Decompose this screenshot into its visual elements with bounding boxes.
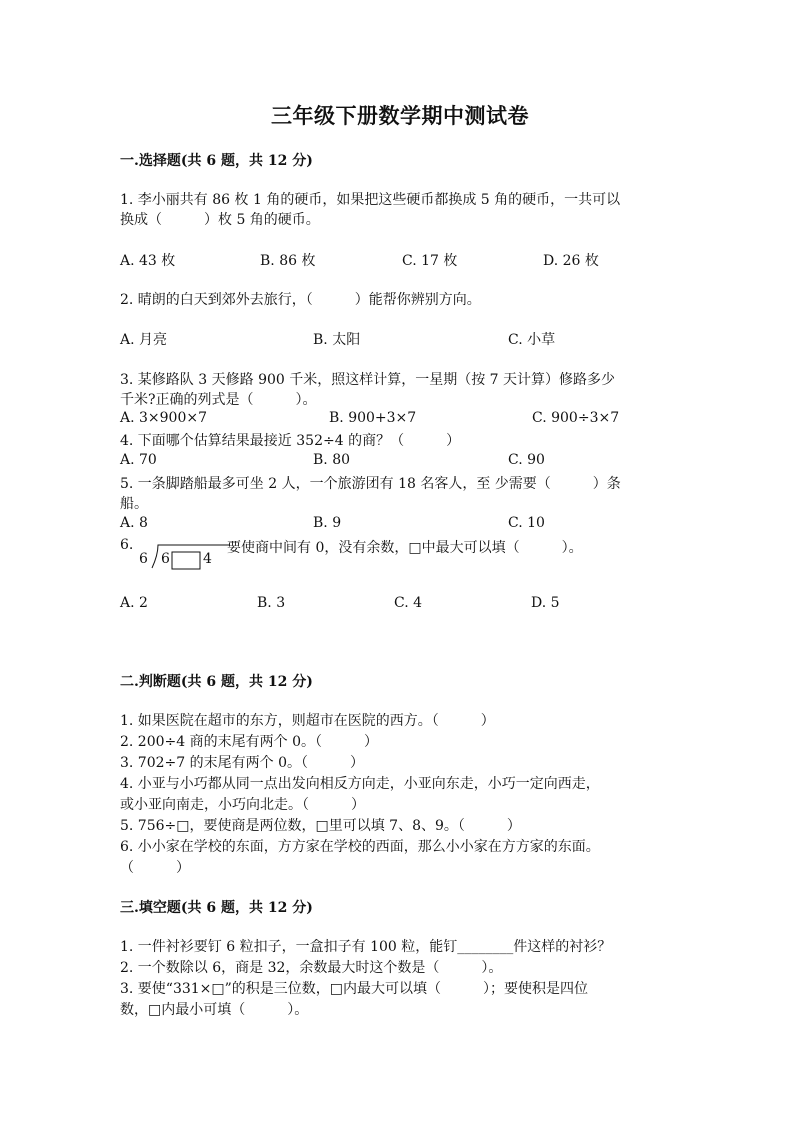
fill-line-4: 数，□内最小可填（ ）。 <box>120 1002 309 1018</box>
question-3-line-2: 千米?正确的列式是（ ）。 <box>120 392 317 408</box>
question-2-option-b: B. 太阳 <box>313 332 361 348</box>
judgment-line-5: 或小亚向南走，小巧向北走。（ ） <box>120 797 365 813</box>
long-division-bracket <box>138 543 230 573</box>
question-5-option-b: B. 9 <box>313 515 342 531</box>
question-6-option-d: D. 5 <box>531 595 560 611</box>
dividend-first-digit: 6 <box>161 551 170 567</box>
question-3-line-1: 3. 某修路队 3 天修路 900 千米，照这样计算，一星期（按 7 天计算）修路多少 <box>120 372 616 388</box>
section-heading-fill: 三.填空题(共 6 题，共 12 分) <box>120 900 313 916</box>
dividend-last-digit: 4 <box>203 551 212 567</box>
section-heading-judgment: 二.判断题(共 6 题，共 12 分) <box>120 674 313 690</box>
judgment-line-4: 4. 小亚与小巧都从同一点出发向相反方向走，小亚向东走，小巧一定向西走， <box>120 776 600 792</box>
question-1-option-b: B. 86 枚 <box>260 253 316 269</box>
question-6-option-a: A. 2 <box>120 595 148 611</box>
question-2-option-c: C. 小草 <box>508 332 556 348</box>
question-2-option-a: A. 月亮 <box>120 332 168 348</box>
question-4-option-b: B. 80 <box>313 452 351 468</box>
fill-line-2: 2. 一个数除以 6，商是 32，余数最大时这个数是（ ）。 <box>120 960 503 976</box>
judgment-line-6: 5. 756÷□，要使商是两位数，□里可以填 7、8、9。（ ） <box>120 818 521 834</box>
question-4-line-1: 4. 下面哪个估算结果最接近 352÷4 的商？（ ） <box>120 433 461 449</box>
blank-digit-box <box>172 552 200 569</box>
question-1-option-a: A. 43 枚 <box>120 253 176 269</box>
page-title: 三年级下册数学期中测试卷 <box>271 103 529 128</box>
question-5-line-1: 5. 一条脚踏船最多可坐 2 人，一个旅游团有 18 名客人，至 少需要（ ）条 <box>120 476 621 492</box>
question-2-line-1: 2. 晴朗的白天到郊外去旅行，（ ）能帮你辨别方向。 <box>120 292 481 308</box>
question-5-line-2: 船。 <box>120 496 148 512</box>
section-heading-choice: 一.选择题(共 6 题，共 12 分) <box>120 153 313 169</box>
judgment-line-3: 3. 702÷7 的末尾有两个 0。（ ） <box>120 755 364 771</box>
question-5-option-a: A. 8 <box>120 515 148 531</box>
question-6-option-b: B. 3 <box>257 595 286 611</box>
question-5-option-c: C. 10 <box>508 515 545 531</box>
question-1-option-d: D. 26 枚 <box>543 253 599 269</box>
question-6-number: 6. <box>120 537 134 553</box>
question-6-text: 要使商中间有 0，没有余数，□中最大可以填（ ）。 <box>227 540 583 556</box>
question-3-option-a: A. 3×900×7 <box>120 410 208 426</box>
fill-line-3: 3. 要使“331×□”的积是三位数，□内最大可以填（ ）；要使积是四位 <box>120 981 589 997</box>
question-3-option-c: C. 900÷3×7 <box>532 410 620 426</box>
question-4-option-c: C. 90 <box>508 452 545 468</box>
fill-line-1: 1. 一件衬衫要钉 6 粒扣子，一盒扣子有 100 粒，能钉________件这样的衬衫？ <box>120 939 612 955</box>
judgment-line-8: （ ） <box>120 860 190 876</box>
divisor: 6 <box>139 551 148 567</box>
long-division-figure <box>138 543 230 573</box>
question-1-line-2: 换成（ ）枚 5 角的硬币。 <box>120 212 320 228</box>
judgment-line-7: 6. 小小家在学校的东面，方方家在学校的西面，那么小小家在方方家的东面。 <box>120 839 600 855</box>
judgment-line-1: 1. 如果医院在超市的东方，则超市在医院的西方。（ ） <box>120 713 495 729</box>
question-6-option-c: C. 4 <box>394 595 423 611</box>
question-4-option-a: A. 70 <box>120 452 157 468</box>
judgment-line-2: 2. 200÷4 商的末尾有两个 0。（ ） <box>120 734 378 750</box>
question-3-option-b: B. 900+3×7 <box>329 410 417 426</box>
question-1-line-1: 1. 李小丽共有 86 枚 1 角的硬币，如果把这些硬币都换成 5 角的硬币，一共可以 <box>120 192 621 208</box>
question-1-option-c: C. 17 枚 <box>402 253 458 269</box>
